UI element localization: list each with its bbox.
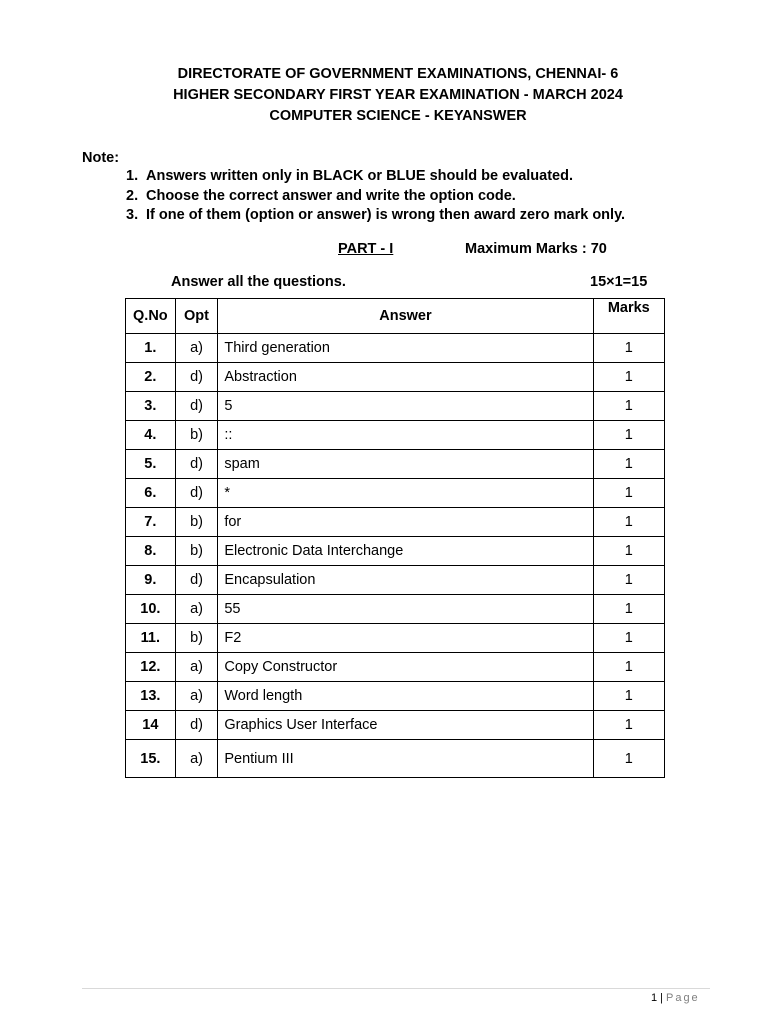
cell-marks: 1 bbox=[593, 653, 664, 682]
cell-answer: Graphics User Interface bbox=[218, 711, 593, 740]
cell-qno: 8. bbox=[126, 537, 176, 566]
cell-marks: 1 bbox=[593, 479, 664, 508]
header-line-1: DIRECTORATE OF GOVERNMENT EXAMINATIONS, CHENNAI- 6 bbox=[177, 66, 619, 82]
cell-opt: b) bbox=[175, 537, 218, 566]
table-row bbox=[126, 392, 665, 421]
cell-marks: 1 bbox=[593, 595, 664, 624]
cell-opt: d) bbox=[175, 711, 218, 740]
cell-opt: b) bbox=[175, 508, 218, 537]
cell-marks: 1 bbox=[593, 711, 664, 740]
cell-qno: 7. bbox=[126, 508, 176, 537]
table-row bbox=[126, 566, 665, 595]
note-label: Note: bbox=[82, 150, 120, 166]
note-item-number: 3. bbox=[126, 207, 139, 223]
cell-opt: b) bbox=[175, 421, 218, 450]
cell-qno: 5. bbox=[126, 450, 176, 479]
maximum-marks: Maximum Marks : 70 bbox=[465, 241, 607, 257]
footer-rule bbox=[82, 988, 710, 989]
cell-marks: 1 bbox=[593, 682, 664, 711]
cell-opt: b) bbox=[175, 624, 218, 653]
cell-answer: F2 bbox=[218, 624, 593, 653]
cell-answer: Electronic Data Interchange bbox=[218, 537, 593, 566]
cell-marks: 1 bbox=[593, 740, 664, 778]
cell-answer: spam bbox=[218, 450, 593, 479]
cell-qno: 10. bbox=[126, 595, 176, 624]
header-marks: Marks bbox=[593, 299, 664, 334]
cell-answer: * bbox=[218, 479, 593, 508]
cell-qno: 14 bbox=[126, 711, 176, 740]
instruction-text: Answer all the questions. bbox=[171, 274, 346, 290]
page-number: 1 bbox=[651, 992, 658, 1004]
header-qno: Q.No bbox=[126, 299, 176, 334]
cell-opt: a) bbox=[175, 740, 218, 778]
cell-marks: 1 bbox=[593, 363, 664, 392]
note-item-number: 2. bbox=[126, 187, 139, 204]
note-list bbox=[126, 167, 625, 226]
cell-marks: 1 bbox=[593, 624, 664, 653]
table-row bbox=[126, 508, 665, 537]
page-footer bbox=[651, 992, 700, 1004]
note-item-text: If one of them (option or answer) is wrong then award zero mark only. bbox=[146, 207, 626, 223]
cell-qno: 6. bbox=[126, 479, 176, 508]
cell-opt: a) bbox=[175, 334, 218, 363]
table-row bbox=[126, 363, 665, 392]
cell-opt: d) bbox=[175, 392, 218, 421]
table-row bbox=[126, 421, 665, 450]
cell-qno: 2. bbox=[126, 363, 176, 392]
cell-answer: Pentium III bbox=[218, 740, 593, 778]
part-title: PART - I bbox=[338, 241, 394, 257]
marks-formula: 15×1=15 bbox=[590, 274, 648, 290]
note-item-text: Answers written only in BLACK or BLUE should be evaluated. bbox=[146, 168, 573, 184]
table-row bbox=[126, 537, 665, 566]
cell-marks: 1 bbox=[593, 392, 664, 421]
table-row bbox=[126, 479, 665, 508]
cell-opt: d) bbox=[175, 566, 218, 595]
cell-qno: 15. bbox=[126, 740, 176, 778]
cell-marks: 1 bbox=[593, 508, 664, 537]
table-row bbox=[126, 682, 665, 711]
cell-opt: a) bbox=[175, 682, 218, 711]
note-item bbox=[126, 206, 625, 226]
cell-qno: 1. bbox=[126, 334, 176, 363]
cell-opt: a) bbox=[175, 595, 218, 624]
cell-marks: 1 bbox=[593, 450, 664, 479]
cell-qno: 12. bbox=[126, 653, 176, 682]
cell-qno: 3. bbox=[126, 392, 176, 421]
cell-qno: 9. bbox=[126, 566, 176, 595]
footer-separator: | bbox=[660, 992, 663, 1004]
cell-marks: 1 bbox=[593, 537, 664, 566]
cell-answer: for bbox=[218, 508, 593, 537]
cell-answer: :: bbox=[218, 421, 593, 450]
cell-qno: 13. bbox=[126, 682, 176, 711]
table-row bbox=[126, 740, 665, 778]
cell-qno: 11. bbox=[126, 624, 176, 653]
header-opt: Opt bbox=[175, 299, 218, 334]
header-line-2: HIGHER SECONDARY FIRST YEAR EXAMINATION - MARCH 2024 bbox=[173, 87, 623, 103]
cell-opt: d) bbox=[175, 450, 218, 479]
cell-opt: d) bbox=[175, 479, 218, 508]
cell-marks: 1 bbox=[593, 421, 664, 450]
table-row bbox=[126, 450, 665, 479]
note-item-number: 1. bbox=[126, 168, 139, 184]
header-answer: Answer bbox=[218, 299, 593, 334]
table-row bbox=[126, 711, 665, 740]
table-row bbox=[126, 653, 665, 682]
cell-opt: d) bbox=[175, 363, 218, 392]
table-header-row bbox=[126, 299, 665, 334]
note-item-text: Choose the correct answer and write the option code. bbox=[146, 187, 516, 204]
table-row bbox=[126, 624, 665, 653]
page-word: Page bbox=[665, 992, 700, 1004]
cell-qno: 4. bbox=[126, 421, 176, 450]
cell-answer: Abstraction bbox=[218, 363, 593, 392]
table-row bbox=[126, 595, 665, 624]
table-row bbox=[126, 334, 665, 363]
cell-answer: 5 bbox=[218, 392, 593, 421]
cell-marks: 1 bbox=[593, 334, 664, 363]
cell-answer: 55 bbox=[218, 595, 593, 624]
cell-answer: Copy Constructor bbox=[218, 653, 593, 682]
cell-answer: Word length bbox=[218, 682, 593, 711]
cell-opt: a) bbox=[175, 653, 218, 682]
answer-key-table bbox=[125, 298, 665, 778]
cell-marks: 1 bbox=[593, 566, 664, 595]
cell-answer: Third generation bbox=[218, 334, 593, 363]
cell-answer: Encapsulation bbox=[218, 566, 593, 595]
header-line-3: COMPUTER SCIENCE - KEYANSWER bbox=[269, 108, 527, 124]
note-item bbox=[126, 167, 625, 187]
note-item bbox=[126, 187, 625, 207]
